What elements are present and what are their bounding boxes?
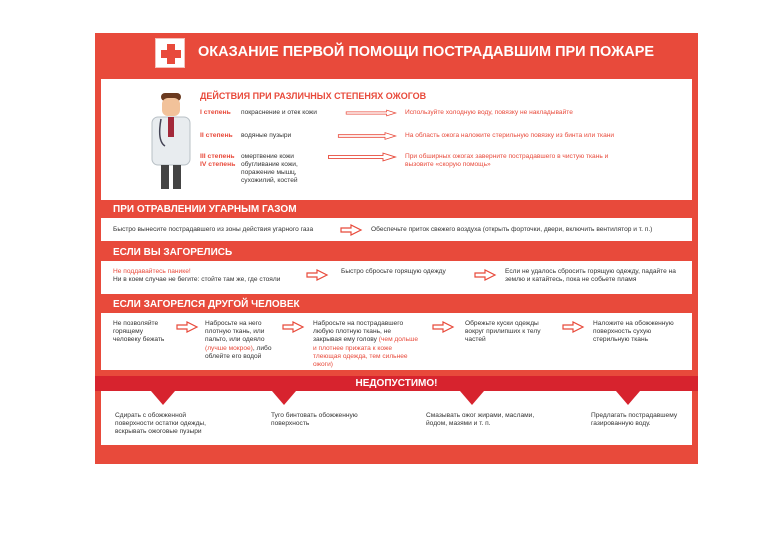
forbidden-panel	[101, 390, 692, 445]
arrow-icon	[339, 224, 363, 236]
other-step-1: Не позволяйте горящему человеку бежать	[113, 320, 165, 344]
self-fire-heading: ЕСЛИ ВЫ ЗАГОРЕЛИСЬ	[113, 247, 233, 258]
burn-degree-3: III степень	[200, 153, 235, 160]
co-heading: ПРИ ОТРАВЛЕНИИ УГАРНЫМ ГАЗОМ	[113, 204, 297, 215]
down-arrow-icon	[151, 391, 175, 405]
self-step-3: Если не удалось сбросить горящую одежду, падайте на землю и катайтесь, пока не собьете пламя	[505, 268, 676, 284]
arrow-icon	[561, 321, 585, 333]
arrow-icon	[473, 269, 497, 281]
burn-symptom-2: водяные пузыри	[241, 132, 292, 139]
burns-heading: ДЕЙСТВИЯ ПРИ РАЗЛИЧНЫХ СТЕПЕНЯХ ОЖОГОВ	[200, 91, 427, 101]
arrow-icon	[327, 152, 397, 162]
burn-action-1: Используйте холодную воду, повязку не накладывайте	[405, 109, 573, 116]
down-arrow-icon	[460, 391, 484, 405]
down-arrow-icon	[616, 391, 640, 405]
other-fire-panel	[101, 313, 692, 370]
poster-title: ОКАЗАНИЕ ПЕРВОЙ ПОМОЩИ ПОСТРАДАВШИМ ПРИ ПОЖАРЕ	[198, 44, 655, 60]
other-step-4: Обрежьте куски одежды вокруг прилипших к телу частей	[465, 320, 541, 344]
self-fire-panel	[101, 261, 692, 294]
burn-symptom-1: покраснение и отек кожи	[241, 109, 317, 116]
forbidden-heading: НЕДОПУСТИМО!	[95, 376, 698, 391]
medical-cross-icon	[155, 38, 185, 68]
down-arrow-icon	[272, 391, 296, 405]
arrow-icon	[431, 321, 455, 333]
co-panel	[101, 218, 692, 241]
burn-action-2: На область ожога наложите стерильную повязку из бинта или ткани	[405, 132, 615, 139]
burn-action-3: При обширных ожогах заверните пострадавшего в чистую ткань и вызовите «скорую помощь»	[405, 153, 609, 169]
doctor-illustration	[147, 91, 197, 191]
other-step-2: Набросьте на него плотную ткань, или пальто, или одеяло (лучше мокрое), либо облейте его водой	[205, 320, 272, 360]
forbidden-item-3: Смазывать ожог жирами, маслами, йодом, мазями и т. п.	[426, 412, 535, 428]
arrow-icon	[175, 321, 199, 333]
burn-symptom-4: обугливание кожи, поражение мышц, сухожилий, костей	[241, 161, 298, 185]
burn-symptom-3: омертвение кожи	[241, 153, 294, 160]
burn-degree-1: I степень	[200, 109, 231, 116]
first-aid-poster	[95, 33, 698, 464]
self-warning: Не поддавайтесь панике!	[113, 268, 191, 275]
co-step-2: Обеспечьте приток свежего воздуха (открыть форточки, двери, включить вентилятор и т. п.)	[371, 226, 653, 233]
co-step-1: Быстро вынесите пострадавшего из зоны действия угарного газа	[113, 226, 314, 233]
self-step-2: Быстро сбросьте горящую одежду	[341, 268, 446, 275]
burn-degree-2: II степень	[200, 132, 233, 139]
arrow-icon	[305, 269, 329, 281]
forbidden-item-1: Сдирать с обожженной поверхности остатки одежды, вскрывать ожоговые пузыри	[115, 412, 207, 436]
forbidden-item-2: Туго бинтовать обожженную поверхность	[271, 412, 358, 428]
forbidden-item-4: Предлагать пострадавшему газированную воду.	[591, 412, 678, 428]
burn-degree-4: IV степень	[200, 161, 236, 168]
other-fire-heading: ЕСЛИ ЗАГОРЕЛСЯ ДРУГОЙ ЧЕЛОВЕК	[113, 299, 300, 310]
arrow-icon	[337, 131, 397, 141]
burns-panel	[101, 79, 692, 200]
other-step-3: Набросьте на пострадавшего любую плотную ткань, не закрывая ему голову (чем дольше и плотнее прижата к коже тлеющая одежда, тем сильнее ожоги)	[313, 320, 419, 369]
arrow-icon	[281, 321, 305, 333]
arrow-icon	[345, 108, 397, 118]
other-step-5: Наложите на обожженную поверхность сухую стерильную ткань	[593, 320, 674, 344]
self-step-1: Ни в коем случае не бегите: стойте там же, где стояли	[113, 276, 281, 283]
